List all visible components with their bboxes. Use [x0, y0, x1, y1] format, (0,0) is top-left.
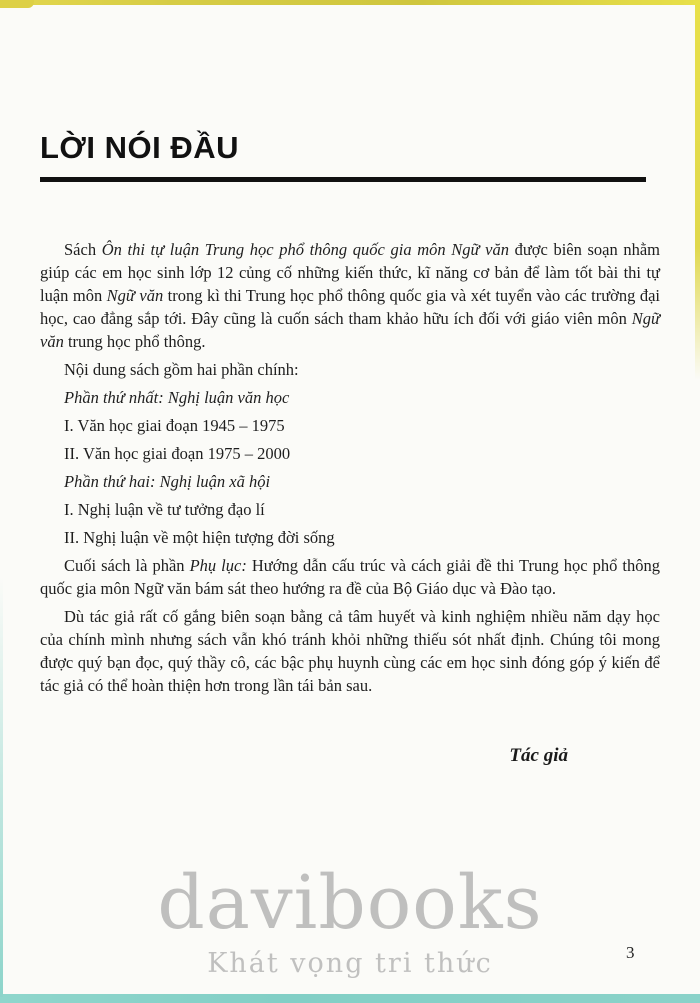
watermark — [0, 860, 700, 979]
text-segment-italic: Phụ lục: — [189, 556, 247, 575]
text-segment: trung học phổ thông. — [63, 332, 206, 351]
text-segment: II. Nghị luận về một hiện tượng đời sống — [64, 528, 335, 547]
text-segment-italic: Phần thứ nhất: Nghị luận văn học — [64, 388, 290, 407]
watermark-slogan: Khát vọng tri thức — [207, 948, 493, 979]
paragraph — [40, 498, 660, 521]
text-segment: Dù tác giả rất cố gắng biên soạn bằng cả tâm huyết và kinh nghiệm nhiều năm dạy học của chính mình nhưng sách vẫn khó tránh khỏi những thiếu sót nhất định. Chúng tôi mong được quý bạn đọc, quý thầy cô, các bậc phụ huynh cùng các em học sinh đóng góp ý kiến để tác giả có thể hoàn thiện hơn trong lần tái bản sau. — [40, 607, 660, 695]
paragraph — [40, 238, 660, 353]
paragraph — [40, 358, 660, 381]
scan-edge-bottom — [0, 994, 700, 1003]
page-title: LỜI NÓI ĐẦU — [40, 130, 239, 165]
paragraph — [40, 605, 660, 697]
body-text — [40, 238, 660, 702]
scan-edge-top — [0, 0, 700, 5]
text-segment: Sách — [64, 240, 102, 259]
text-segment: II. Văn học giai đoạn 1975 – 2000 — [64, 444, 291, 463]
text-segment: Hướng dẫn cấu trúc và cách giải đề thi Trung học phổ thông quốc gia môn Ngữ văn bám sát theo hướng ra đề của Bộ Giáo dục và Đào tạo. — [40, 556, 660, 598]
text-segment-italic: Phần thứ hai: Nghị luận xã hội — [64, 472, 271, 491]
paragraph — [40, 526, 660, 549]
scan-edge-top-left — [0, 0, 34, 8]
watermark-brand: davibooks — [157, 860, 543, 946]
author-signature: Tác giả — [509, 745, 568, 766]
paragraph — [40, 470, 660, 493]
text-segment-italic: Ngữ văn — [40, 309, 660, 351]
paragraph — [40, 554, 660, 600]
text-segment: I. Văn học giai đoạn 1945 – 1975 — [64, 416, 285, 435]
paragraph — [40, 386, 660, 409]
text-segment-italic: Ôn thi tự luận Trung học phổ thông quốc gia môn Ngữ văn — [101, 240, 509, 259]
text-segment-italic: Ngữ văn — [106, 286, 164, 305]
paragraph — [40, 442, 660, 465]
text-segment: I. Nghị luận về tư tưởng đạo lí — [64, 500, 265, 519]
text-segment: Nội dung sách gồm hai phần chính: — [64, 360, 299, 379]
text-segment: Cuối sách là phần — [64, 556, 190, 575]
title-rule — [40, 177, 646, 182]
scan-edge-right — [695, 0, 700, 380]
text-segment: được biên soạn nhằm giúp các em học sinh lớp 12 củng cố những kiến thức, kĩ năng cơ bản để làm tốt bài thi tự luận môn — [40, 240, 661, 305]
page-number: 3 — [626, 943, 635, 962]
paragraph — [40, 414, 660, 437]
text-segment: trong kì thi Trung học phổ thông quốc gia và xét tuyển vào các trường đại học, cao đẳng sắp tới. Đây cũng là cuốn sách tham khảo hữu ích đối với giáo viên môn — [40, 286, 660, 328]
